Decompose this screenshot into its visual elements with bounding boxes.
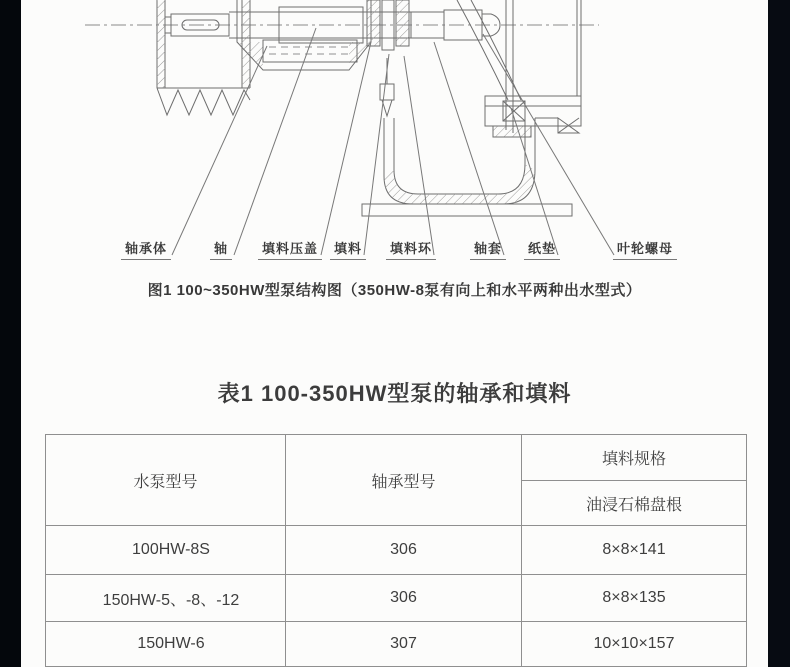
scan-dark-edge-right — [768, 0, 790, 667]
cell-pump-model: 150HW-6 — [46, 622, 286, 667]
pump-structure-figure — [21, 0, 768, 312]
cell-bearing-model: 306 — [286, 526, 522, 575]
part-label-shaft-sleeve: 轴套 — [470, 238, 506, 260]
leader-lines — [172, 28, 614, 255]
document-page — [21, 0, 768, 667]
part-label-shaft: 轴 — [210, 238, 232, 260]
cell-packing-size: 8×8×135 — [522, 575, 747, 622]
pump-cross-section-drawing — [21, 0, 768, 265]
part-label-packing: 填料 — [330, 238, 366, 260]
col-header-packing-spec: 填料规格 — [522, 435, 747, 481]
bearing-and-packing-table — [45, 434, 747, 667]
col-header-bearing-model: 轴承型号 — [286, 435, 522, 526]
stuffing-box-section — [367, 0, 444, 116]
table-title: 表1 100-350HW型泵的轴承和填料 — [217, 381, 572, 406]
table-row — [46, 526, 747, 575]
cell-pump-model: 150HW-5、-8、-12 — [46, 575, 286, 622]
part-label-packing-gland: 填料压盖 — [258, 238, 322, 260]
scan-dark-edge-left — [0, 0, 21, 667]
cell-bearing-model: 307 — [286, 622, 522, 667]
cell-packing-size: 10×10×157 — [522, 622, 747, 667]
table-row — [46, 622, 747, 667]
part-label-packing-ring: 填料环 — [386, 238, 436, 260]
cell-packing-size: 8×8×141 — [522, 526, 747, 575]
table-row — [46, 575, 747, 622]
cell-bearing-model: 306 — [286, 575, 522, 622]
part-label-paper-gasket: 纸垫 — [524, 238, 560, 260]
impeller-section — [444, 0, 521, 100]
part-label-impeller-nut: 叶轮螺母 — [613, 238, 677, 260]
bearing-housing-section — [237, 0, 371, 70]
part-label-bearing-body: 轴承体 — [121, 238, 171, 260]
table-header-row — [46, 435, 747, 481]
col-subheader-packing-type: 油浸石棉盘根 — [522, 481, 747, 526]
col-header-pump-model: 水泵型号 — [46, 435, 286, 526]
cell-pump-model: 100HW-8S — [46, 526, 286, 575]
figure-caption: 图1 100~350HW型泵结构图（350HW-8泵有向上和水平两种出水型式） — [147, 282, 642, 299]
